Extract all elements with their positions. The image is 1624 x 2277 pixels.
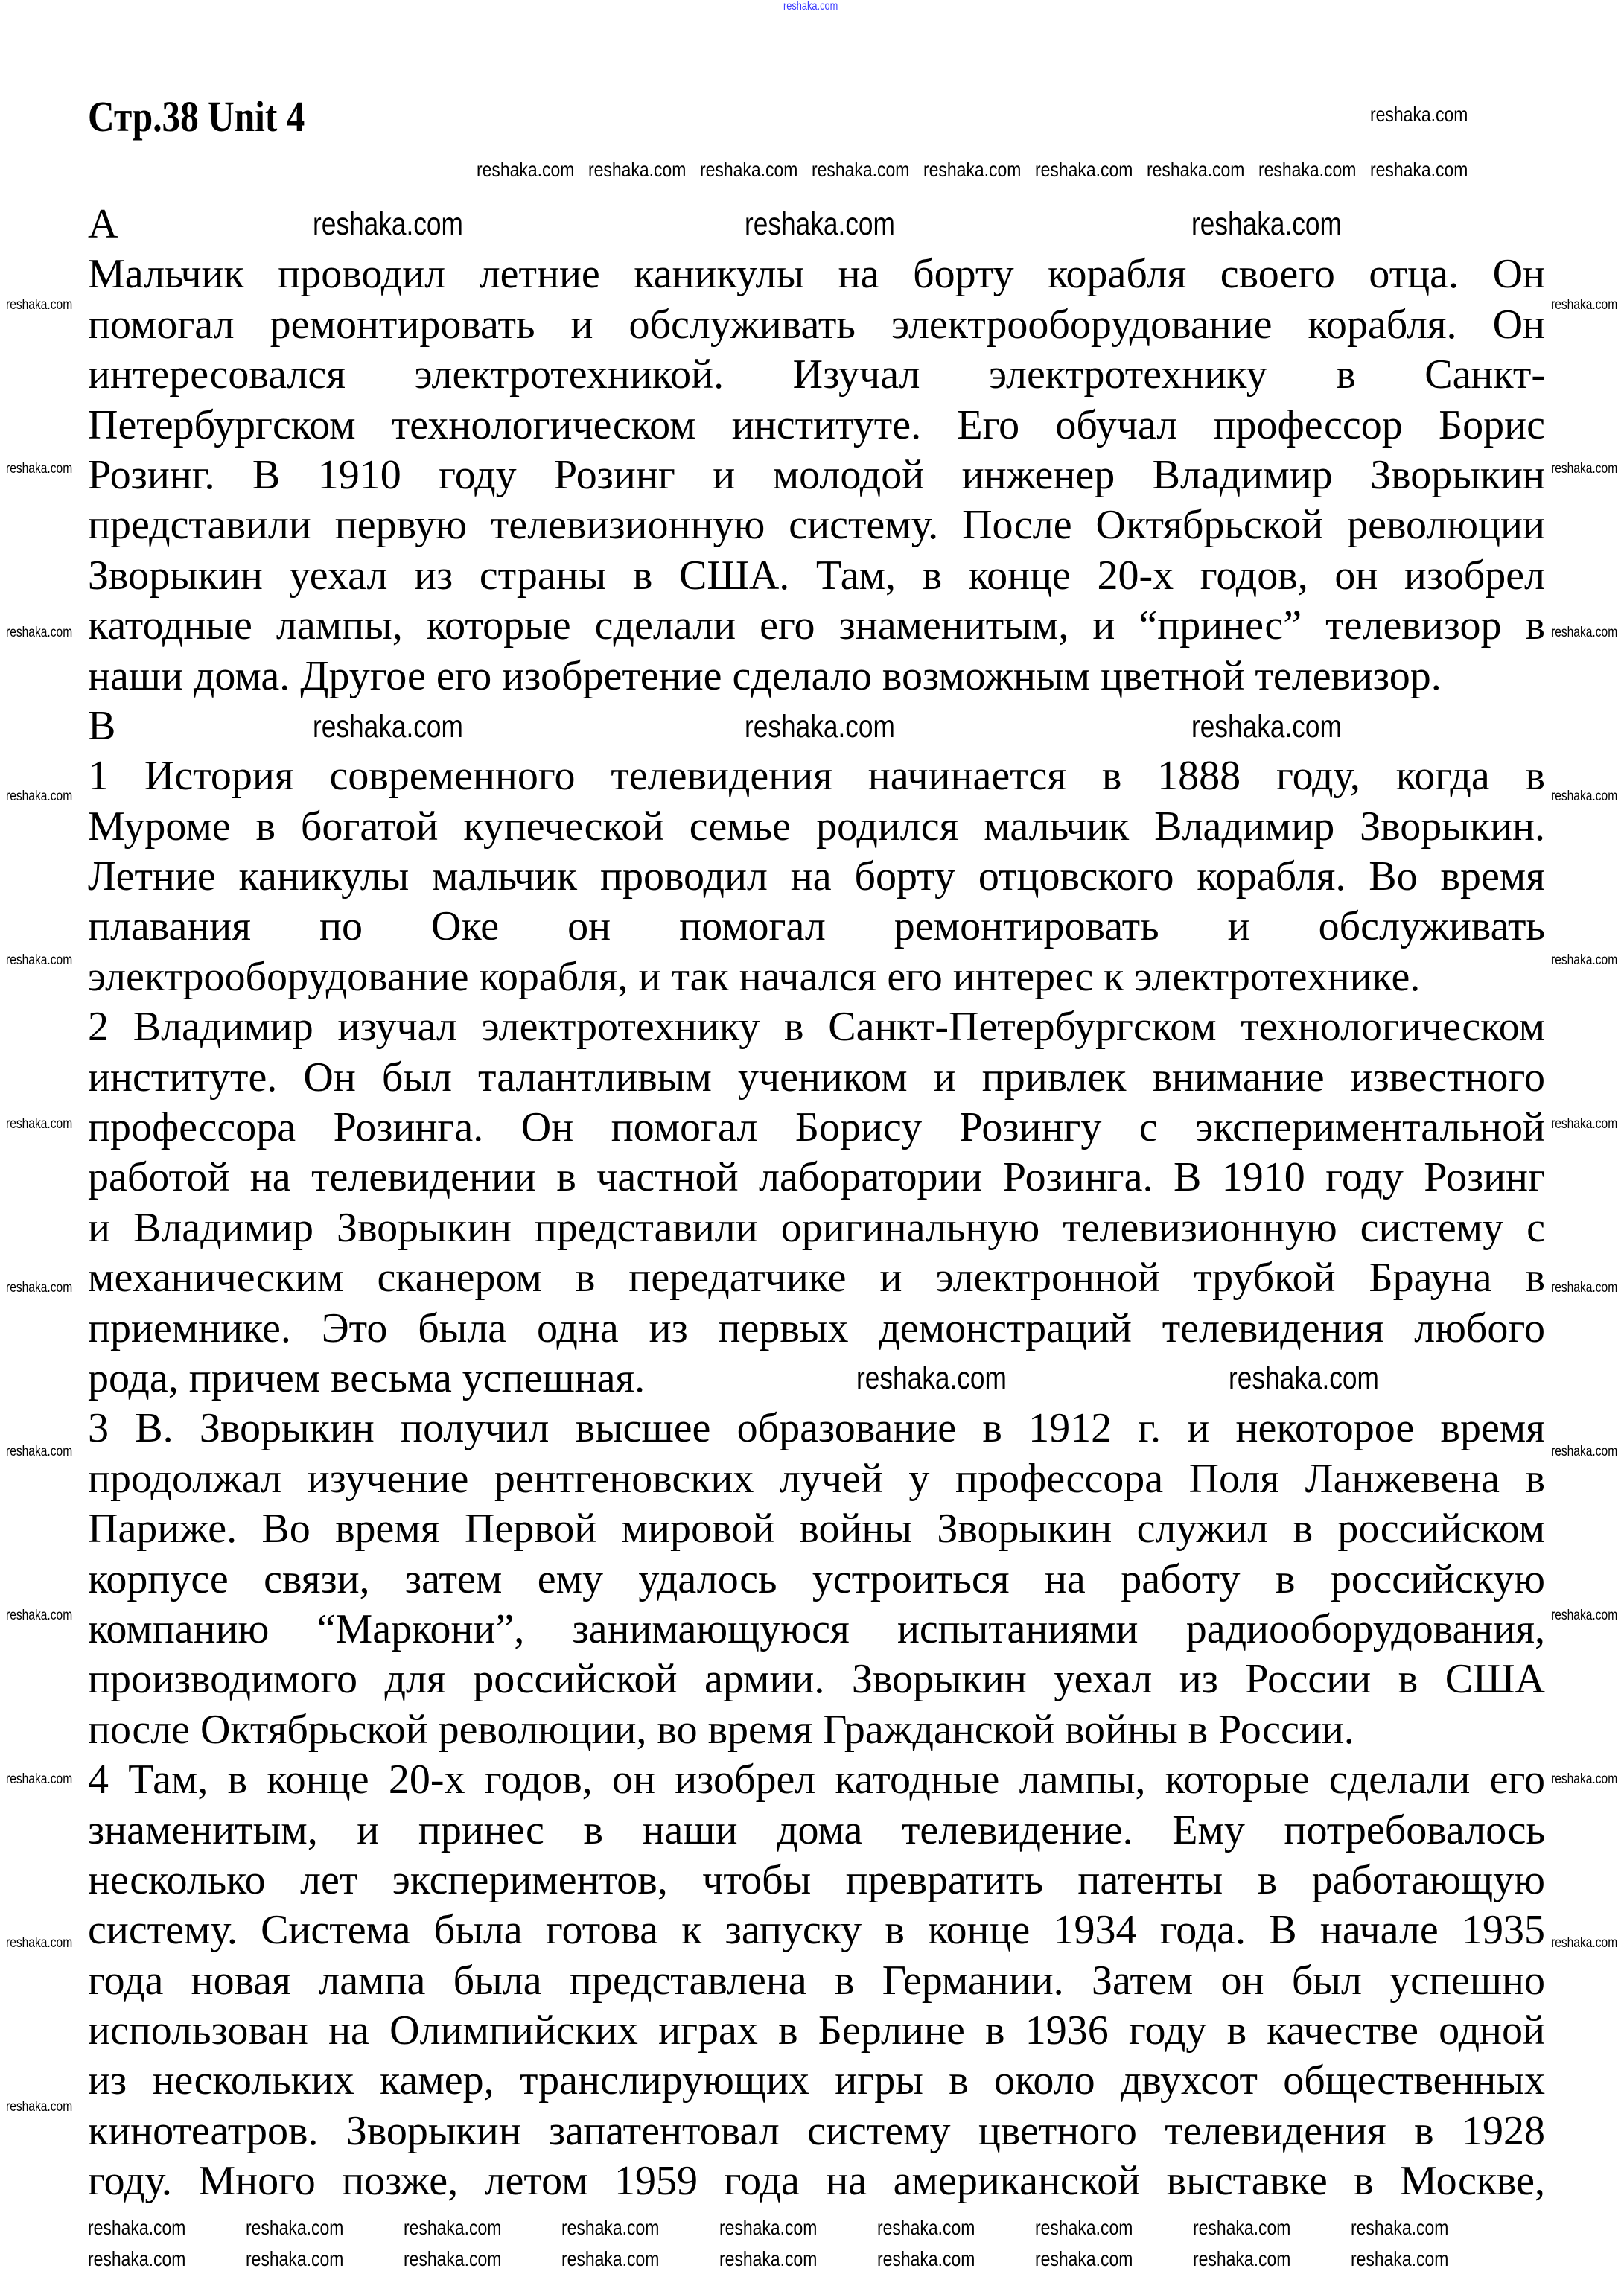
watermark: reshaka.com	[1351, 2247, 1449, 2270]
watermark: reshaka.com	[1035, 158, 1133, 181]
text-line	[88, 1002, 1545, 1052]
watermark: reshaka.com	[1551, 1771, 1618, 1787]
watermark: reshaka.com	[246, 2216, 344, 2239]
text-line-content: 1 История современного телевидения начинается в 1888 году, когда в	[88, 753, 1545, 800]
watermark: reshaka.com	[1551, 461, 1618, 477]
watermark: reshaka.com	[1035, 2216, 1133, 2239]
text-line	[88, 852, 1545, 902]
text-line	[88, 1956, 1545, 2006]
text-line-content: из нескольких камер, транслирующих игры в около двухсот общественных	[88, 2057, 1545, 2104]
text-line	[88, 350, 1545, 400]
watermark: reshaka.com	[6, 1771, 73, 1787]
text-line	[88, 1304, 1545, 1354]
watermark: reshaka.com	[1551, 1280, 1618, 1296]
watermark: reshaka.com	[1229, 1360, 1379, 1396]
text-line-content: интересовался электротехникой. Изучал электротехнику в Санкт-	[88, 351, 1545, 398]
watermark: reshaka.com	[313, 709, 463, 745]
text-line	[88, 1253, 1545, 1303]
watermark: reshaka.com	[877, 2247, 975, 2270]
text-line	[88, 1655, 1545, 1704]
watermark: reshaka.com	[856, 1360, 1007, 1396]
watermark: reshaka.com	[6, 1280, 73, 1296]
document-body	[88, 200, 1545, 2207]
text-line-content: плавания по Оке он помогал ремонтировать и обслуживать	[88, 903, 1545, 950]
watermark: reshaka.com	[923, 158, 1022, 181]
text-line-content: Петербургском технологическом институте. Его обучал профессор Борис	[88, 401, 1545, 448]
watermark: reshaka.com	[404, 2216, 502, 2239]
text-line	[88, 952, 1545, 1002]
text-line-content: катодные лампы, которые сделали его знаменитым, и “принес” телевизор в	[88, 602, 1545, 649]
watermark: reshaka.com	[6, 461, 73, 477]
text-line-content: Мальчик проводил летние каникулы на борту корабля своего отца. Он	[88, 251, 1545, 298]
text-line-content: компанию “Маркони”, занимающуюся испытаниями радиооборудования,	[88, 1605, 1545, 1652]
text-line-content: 4 Там, в конце 20-х годов, он изобрел катодные лампы, которые сделали его	[88, 1757, 1545, 1803]
watermark: reshaka.com	[561, 2247, 660, 2270]
text-line-content: работой на телевидении в частной лаборатории Розинга. В 1910 году Розинг	[88, 1154, 1545, 1201]
watermark: reshaka.com	[313, 206, 463, 242]
text-line-content: кинотеатров. Зворыкин запатентовал систему цветного телевидения в 1928	[88, 2107, 1545, 2154]
text-line-content: институте. Он был талантливым учеником и привлек внимание известного	[88, 1054, 1545, 1101]
text-line	[88, 300, 1545, 350]
watermark: reshaka.com	[719, 2216, 818, 2239]
text-line	[88, 1605, 1545, 1655]
watermark: reshaka.com	[6, 1608, 73, 1623]
text-line-content: систему. Система была готова к запуску в конце 1934 года. В начале 1935	[88, 1907, 1545, 1954]
text-line	[88, 2106, 1545, 2156]
watermark: reshaka.com	[1370, 158, 1468, 181]
text-line	[88, 249, 1545, 299]
text-line	[88, 1705, 1545, 1755]
text-line	[88, 1203, 1545, 1253]
text-line	[88, 2156, 1545, 2206]
text-line-content: 2 Владимир изучал электротехнику в Санкт-Петербургском технологическом	[88, 1004, 1545, 1051]
watermark: reshaka.com	[1351, 2216, 1449, 2239]
site-link[interactable]: reshaka.com	[783, 0, 838, 13]
text-line	[88, 652, 1545, 701]
text-line-content: году. Много позже, летом 1959 года на американской выставке в Москве,	[88, 2158, 1545, 2205]
text-line-content: знаменитым, и принес в наши дома телевидение. Ему потребовалось	[88, 1806, 1545, 1853]
text-line-content: рода, причем весьма успешная.	[88, 1354, 646, 1401]
watermark: reshaka.com	[1035, 2247, 1133, 2270]
text-line	[88, 1504, 1545, 1554]
watermark: reshaka.com	[6, 1116, 73, 1132]
watermark: reshaka.com	[588, 158, 687, 181]
text-line-content: корпусе связи, затем ему удалось устроиться на работу в российскую	[88, 1555, 1545, 1602]
watermark: reshaka.com	[877, 2216, 975, 2239]
text-line	[88, 1404, 1545, 1453]
watermark: reshaka.com	[745, 206, 895, 242]
text-line-content: и Владимир Зворыкин представили оригинальную телевизионную систему с	[88, 1204, 1545, 1251]
watermark: reshaka.com	[1551, 1935, 1618, 1951]
watermark: reshaka.com	[477, 158, 575, 181]
watermark: reshaka.com	[6, 1444, 73, 1459]
watermark: reshaka.com	[719, 2247, 818, 2270]
watermark: reshaka.com	[88, 2247, 186, 2270]
text-line	[88, 1755, 1545, 1805]
text-line	[88, 751, 1545, 801]
text-line	[88, 1806, 1545, 1856]
text-line-content: приемнике. Это была одна из первых демонстраций телевидения любого	[88, 1305, 1545, 1351]
text-line	[88, 1454, 1545, 1504]
text-line	[88, 2006, 1545, 2056]
text-line	[88, 500, 1545, 550]
watermark: reshaka.com	[6, 625, 73, 640]
text-line	[88, 802, 1545, 852]
watermark: reshaka.com	[1551, 625, 1618, 640]
watermark: reshaka.com	[700, 158, 798, 181]
text-line-content: представили первую телевизионную систему. После Октябрьской революции	[88, 502, 1545, 549]
text-line-content: Зворыкин уехал из страны в США. Там, в конце 20-х годов, он изобрел	[88, 552, 1545, 599]
watermark: reshaka.com	[1193, 2216, 1291, 2239]
text-line	[88, 601, 1545, 651]
text-line	[88, 1153, 1545, 1203]
page-title: Стр.38 Unit 4	[88, 92, 305, 141]
watermark: reshaka.com	[1191, 206, 1342, 242]
text-line	[88, 1856, 1545, 1905]
text-line	[88, 450, 1545, 500]
watermark: reshaka.com	[745, 709, 895, 745]
watermark: reshaka.com	[6, 952, 73, 968]
watermark: reshaka.com	[812, 158, 910, 181]
text-line-content: помогал ремонтировать и обслуживать электрооборудование корабля. Он	[88, 301, 1545, 348]
text-line-content: профессора Розинга. Он помогал Борису Розингу с экспериментальной	[88, 1104, 1545, 1151]
text-line	[88, 1053, 1545, 1103]
watermark: reshaka.com	[6, 297, 73, 313]
text-line-content: Париже. Во время Первой мировой войны Зворыкин служил в российском	[88, 1506, 1545, 1552]
text-line-content: наши дома. Другое его изобретение сделало возможным цветной телевизор.	[88, 652, 1442, 699]
watermark: reshaka.com	[1191, 709, 1342, 745]
text-line-content: 3 В. Зворыкин получил высшее образование в 1912 г. и некоторое время	[88, 1405, 1545, 1452]
text-line	[88, 401, 1545, 450]
watermark: reshaka.com	[1370, 103, 1468, 126]
text-line-content: Муроме в богатой купеческой семье родился мальчик Владимир Зворыкин.	[88, 803, 1545, 850]
watermark: reshaka.com	[246, 2247, 344, 2270]
text-line-content: продолжал изучение рентгеновских лучей у профессора Поля Ланжевена в	[88, 1455, 1545, 1502]
watermark: reshaka.com	[1551, 1444, 1618, 1459]
watermark: reshaka.com	[6, 2099, 73, 2115]
watermark: reshaka.com	[1551, 1608, 1618, 1623]
watermark: reshaka.com	[1147, 158, 1245, 181]
watermark: reshaka.com	[404, 2247, 502, 2270]
text-line-content: механическим сканером в передатчике и электронной трубкой Брауна в	[88, 1255, 1545, 1302]
watermark: reshaka.com	[1551, 952, 1618, 968]
watermark: reshaka.com	[1551, 297, 1618, 313]
text-line	[88, 1103, 1545, 1153]
watermark: reshaka.com	[1551, 1116, 1618, 1132]
text-line	[88, 1555, 1545, 1605]
watermark: reshaka.com	[6, 789, 73, 804]
section-label: A	[88, 201, 118, 247]
text-line	[88, 551, 1545, 601]
section-label: B	[88, 702, 116, 749]
text-line	[88, 902, 1545, 952]
text-line	[88, 1905, 1545, 1955]
text-line-content: года новая лампа была представлена в Германии. Затем он был успешно	[88, 1957, 1545, 2004]
text-line-content: несколько лет экспериментов, чтобы превратить патенты в работающую	[88, 1856, 1545, 1903]
text-line-content: после Октябрьской революции, во время Гражданской войны в России.	[88, 1706, 1354, 1753]
text-line-content: электрооборудование корабля, и так начался его интерес к электротехнике.	[88, 953, 1421, 1000]
watermark: reshaka.com	[561, 2216, 660, 2239]
watermark: reshaka.com	[6, 1935, 73, 1951]
text-line-content: производимого для российской армии. Зворыкин уехал из России в США	[88, 1656, 1545, 1703]
watermark: reshaka.com	[1551, 789, 1618, 804]
text-line	[88, 2056, 1545, 2106]
text-line-content: Розинг. В 1910 году Розинг и молодой инженер Владимир Зворыкин	[88, 451, 1545, 498]
watermark: reshaka.com	[88, 2216, 186, 2239]
watermark: reshaka.com	[1258, 158, 1357, 181]
watermark: reshaka.com	[1193, 2247, 1291, 2270]
text-line-content: Летние каникулы мальчик проводил на борту отцовского корабля. Во время	[88, 853, 1545, 900]
text-line-content: использован на Олимпийских играх в Берлине в 1936 году в качестве одной	[88, 2007, 1545, 2054]
